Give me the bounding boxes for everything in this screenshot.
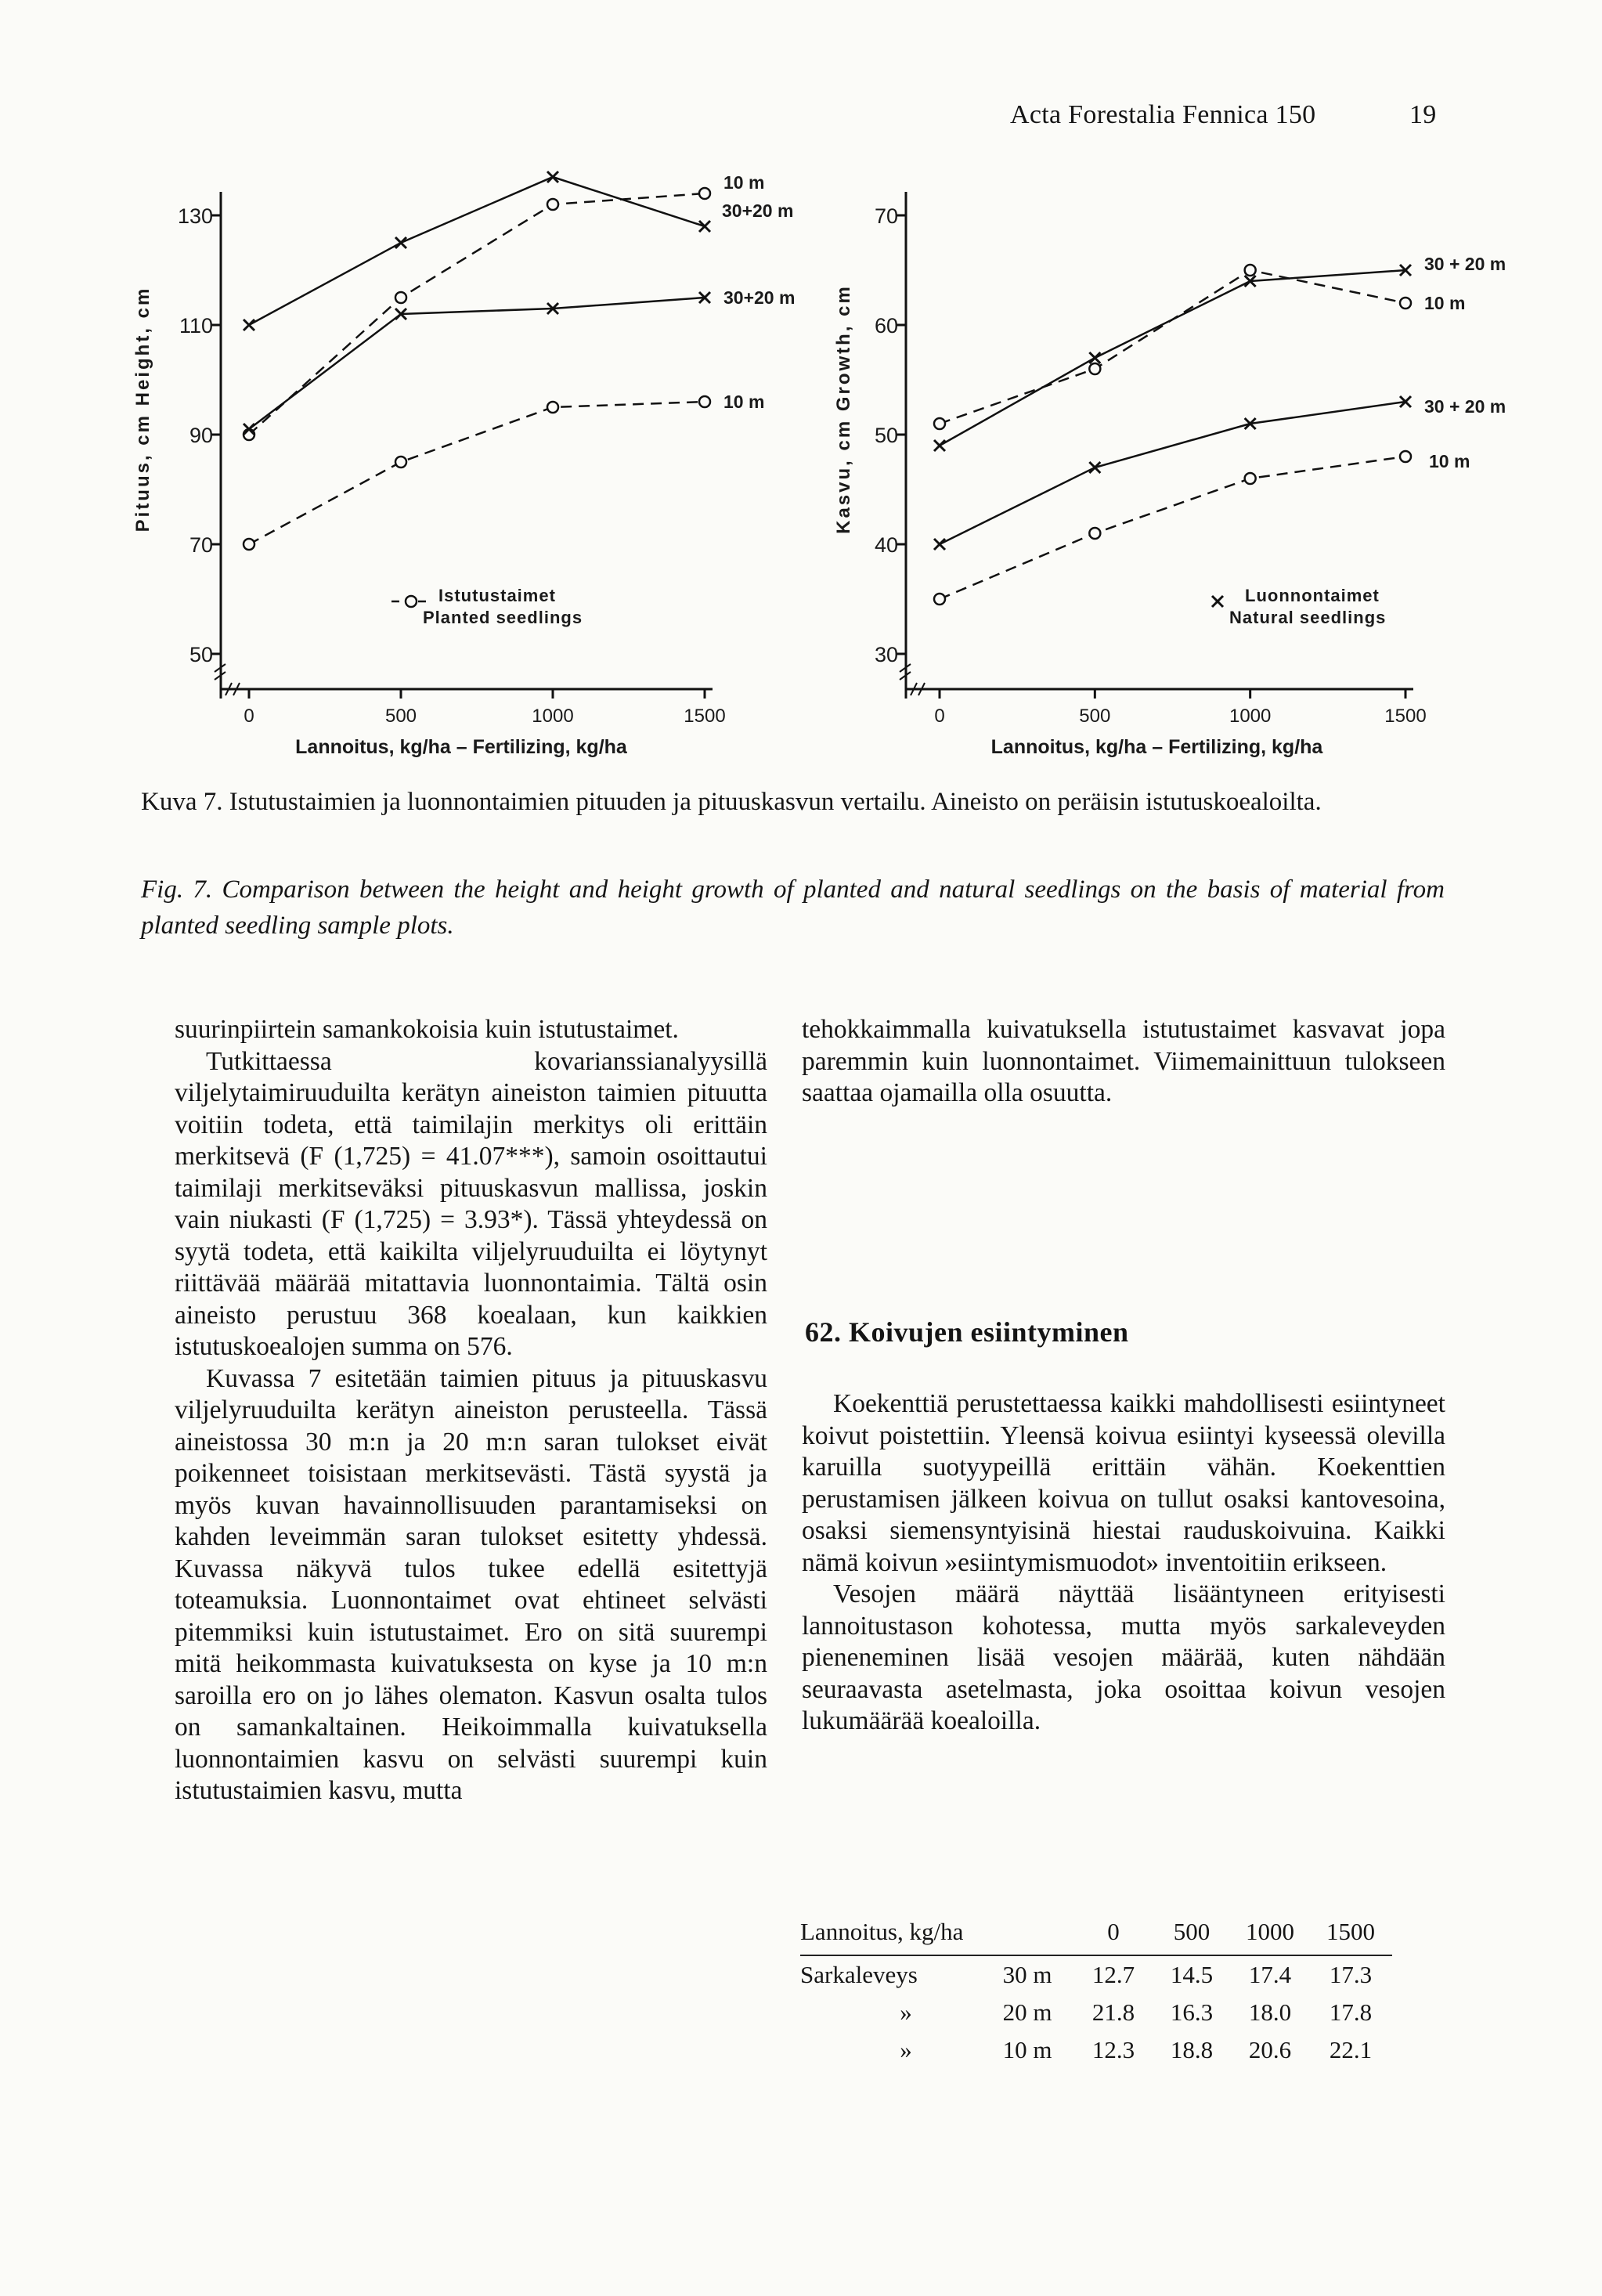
series-line xyxy=(249,193,705,435)
series-annotation: 30 + 20 m xyxy=(1424,254,1506,274)
table-row xyxy=(800,1955,1392,1994)
x-axis-label: Lannoitus, kg/ha – Fertilizing, kg/ha xyxy=(990,736,1323,758)
table-cell: 17.4 xyxy=(1248,1961,1292,1988)
x-tick-label: 500 xyxy=(1079,706,1111,727)
data-point xyxy=(699,221,710,232)
y-tick-label: 90 xyxy=(189,424,213,447)
data-point xyxy=(1089,462,1100,473)
table-header-cell: 0 xyxy=(1074,1909,1153,1955)
row-label: Sarkaleveys xyxy=(800,1961,918,1988)
data-point xyxy=(934,418,945,429)
paragraph: Vesojen määrä näyttää lisääntyneen erityisesti lannoitustason kohotessa, mutta myös sarkaleveyden pieneneminen lisää vesojen määrää, kuten nähdään seuraavasta asetelmasta, joka osoittaa koivun vesojen lukumäärää koealoilla. xyxy=(802,1579,1445,1735)
right-column-bottom xyxy=(802,1388,1445,1738)
series-line xyxy=(249,298,705,429)
figure-caption-en: Fig. 7. Comparison between the height and height growth of planted and natural seedlings on the basis of material from planted seedling sample plots. xyxy=(141,875,1445,940)
table-cell: 17.8 xyxy=(1329,1998,1373,2026)
series-line xyxy=(940,270,1405,446)
table-cell: 20.6 xyxy=(1248,2036,1292,2063)
table-cell: 12.7 xyxy=(1091,1961,1135,1988)
series-annotation: 10 m xyxy=(1424,293,1466,313)
data-point xyxy=(395,292,406,303)
data-point xyxy=(1400,451,1411,462)
table-row xyxy=(800,1994,1392,2031)
table-cell: 14.5 xyxy=(1170,1961,1214,1988)
legend-label-en: Planted seedlings xyxy=(423,608,583,627)
y-axis-label: Kasvu, cm Growth, cm xyxy=(833,284,854,534)
y-tick-label: 70 xyxy=(874,204,898,228)
paragraph: Tutkittaessa kovarianssianalyysillä viljelytaimiruuduilta kerätyn aineiston taimien pituutta voitiin todeta, että taimilajin merkitys oli erittäin merkitsevä (F (1,725) = 41.07***), samoin osoittautui taimilaji merkitseväksi pituuskasvun mallissa, joskin vain niukasti (F (1,725) = 3.93*). Tässä yhteydessä on syytä todeta, että kaikilta viljelyruuduilta ei löytynyt riittävää määrää mitattavia luonnontaimia. Tältä osin aineisto perustuu 368 koealaan, kun kaikkien istutuskoealojen summa on 576. xyxy=(175,1046,767,1361)
legend-label-fi: Luonnontaimet xyxy=(1245,586,1380,605)
series-annotation: 30+20 m xyxy=(723,287,796,308)
table-header-cell: 500 xyxy=(1153,1909,1231,1955)
data-point xyxy=(934,594,945,605)
figure-7 xyxy=(0,0,1602,783)
data-point xyxy=(1089,528,1100,539)
data-point xyxy=(1245,265,1256,276)
data-point xyxy=(395,457,406,468)
table-cell: 18.0 xyxy=(1248,1998,1292,2026)
x-axis-label: Lannoitus, kg/ha – Fertilizing, kg/ha xyxy=(295,736,627,758)
x-tick-label: 0 xyxy=(244,706,254,727)
table-cell: 22.1 xyxy=(1329,2036,1373,2063)
page-number: 19 xyxy=(1409,100,1437,129)
data-point xyxy=(1400,298,1411,309)
series-annotation: 30+20 m xyxy=(722,200,794,221)
y-axis-label: Pituus, cm Height, cm xyxy=(132,286,153,532)
table-header-row xyxy=(800,1909,1392,1955)
row-width: 10 m xyxy=(1002,2036,1052,2063)
series-annotation: 30 + 20 m xyxy=(1424,396,1506,417)
y-tick-label: 30 xyxy=(874,643,898,666)
table-header-cell: 1500 xyxy=(1309,1909,1392,1955)
x-tick-label: 1500 xyxy=(684,706,726,727)
paragraph: tehokkaimmalla kuivatuksella istutustaimet kasvavat jopa paremmin kuin luonnontaimet. Viimemainittuun tulokseen saattaa ojamailla olla osuutta. xyxy=(802,1015,1445,1107)
y-tick-label: 40 xyxy=(874,533,898,557)
table-row xyxy=(800,2031,1392,2069)
data-point xyxy=(1089,363,1100,374)
y-tick-label: 50 xyxy=(874,424,898,447)
table-cell: 17.3 xyxy=(1329,1961,1373,1988)
data-point xyxy=(547,199,558,210)
table-cell: 21.8 xyxy=(1091,1998,1135,2026)
figure-caption-fi: Kuva 7. Istutustaimien ja luonnontaimien pituuden ja pituuskasvun vertailu. Aineisto on peräisin istutuskoealoilta. xyxy=(141,788,1322,816)
y-tick-label: 110 xyxy=(179,314,213,338)
data-point xyxy=(244,539,254,550)
table-cell: 12.3 xyxy=(1091,2036,1135,2063)
y-tick-label: 60 xyxy=(874,314,898,338)
x-tick-label: 1000 xyxy=(532,706,574,727)
table-header-cell: 1000 xyxy=(1231,1909,1309,1955)
data-point xyxy=(1245,473,1256,484)
x-tick-label: 0 xyxy=(934,706,945,727)
table-cell: 16.3 xyxy=(1170,1998,1214,2026)
series-line xyxy=(940,402,1405,544)
x-tick-label: 1000 xyxy=(1229,706,1272,727)
data-point xyxy=(934,440,945,451)
series-annotation: 10 m xyxy=(1429,451,1470,471)
right-column-top xyxy=(802,1014,1445,1110)
paragraph: Kuvassa 7 esitetään taimien pituus ja pituuskasvu viljelyruuduilta kerätyn aineiston perusteella. Tässä aineistossa 30 m:n ja 20 m:n saran tulokset eivät poikenneet toisistaan merkitsevästi. Tästä syystä ja myös kuvan havainnollisuuden parantamiseksi on kahden leveimmän saran tulokset esitetty yhdessä. Kuvassa näkyvä tulos tukee edellä esitettyjä toteamuksia. Luonnontaimet ovat ehtineet selvästi pitemmiksi kuin istutustaimet. Ero on sitä suurempi mitä heikommasta kuivatuksesta on kyse ja 10 m:n saroilla ero on jo lähes olematon. Kasvun osalta tulos on samankaltainen. Heikoimmalla kuivatuksella luonnontaimien kasvu on selvästi suurempi kuin istutustaimien kasvu, mutta xyxy=(175,1363,767,1805)
section-heading: 62. Koivujen esiintyminen xyxy=(805,1316,1129,1348)
legend-marker xyxy=(1212,596,1223,607)
data-point xyxy=(547,171,558,182)
data-point xyxy=(244,319,254,330)
row-label: » xyxy=(900,2036,912,2063)
series-line xyxy=(249,402,705,544)
y-tick-label: 70 xyxy=(189,533,213,557)
data-point xyxy=(699,396,710,407)
row-width: 20 m xyxy=(1002,1998,1052,2026)
data-point xyxy=(395,237,406,248)
paragraph: suurinpiirtein samankokoisia kuin istutustaimet. xyxy=(175,1015,679,1044)
series-annotation: 10 m xyxy=(723,172,765,193)
journal-title: Acta Forestalia Fennica 150 xyxy=(1010,100,1316,129)
data-point xyxy=(547,402,558,413)
sprout-count-table xyxy=(800,1909,1392,2069)
row-width: 30 m xyxy=(1002,1961,1052,1988)
data-point xyxy=(1089,352,1100,363)
row-label: » xyxy=(900,1998,912,2026)
growth-chart xyxy=(833,192,1506,758)
series-annotation: 10 m xyxy=(723,392,765,412)
legend-label-fi: Istutustaimet xyxy=(438,586,556,605)
y-tick-label: 50 xyxy=(189,643,213,666)
x-tick-label: 500 xyxy=(384,706,417,727)
data-point xyxy=(699,188,710,199)
series-line xyxy=(940,270,1405,424)
left-column xyxy=(175,1014,767,1807)
y-tick-label: 130 xyxy=(177,204,213,228)
paragraph: Koekenttiä perustettaessa kaikki mahdollisesti esiintyneet koivut poistettiin. Yleensä koivua esiintyi kyseessä olevilla karuilla suotyypeillä erittäin vähän. Koekenttien perustamisen jälkeen koivua on tullut osaksi kantovesoina, osaksi siemensyntyisinä hiestai rauduskoivuina. Kaikki nämä koivun »esiintymismuodot» inventoitiin erikseen. xyxy=(802,1389,1445,1577)
table-header-label: Lannoitus, kg/ha xyxy=(800,1909,1074,1955)
height-chart xyxy=(132,171,795,758)
x-tick-label: 1500 xyxy=(1384,706,1427,727)
series-line xyxy=(940,457,1405,599)
data-point xyxy=(934,539,945,550)
legend-label-en: Natural seedlings xyxy=(1229,608,1387,627)
legend-marker xyxy=(406,596,417,607)
table-cell: 18.8 xyxy=(1170,2036,1214,2063)
